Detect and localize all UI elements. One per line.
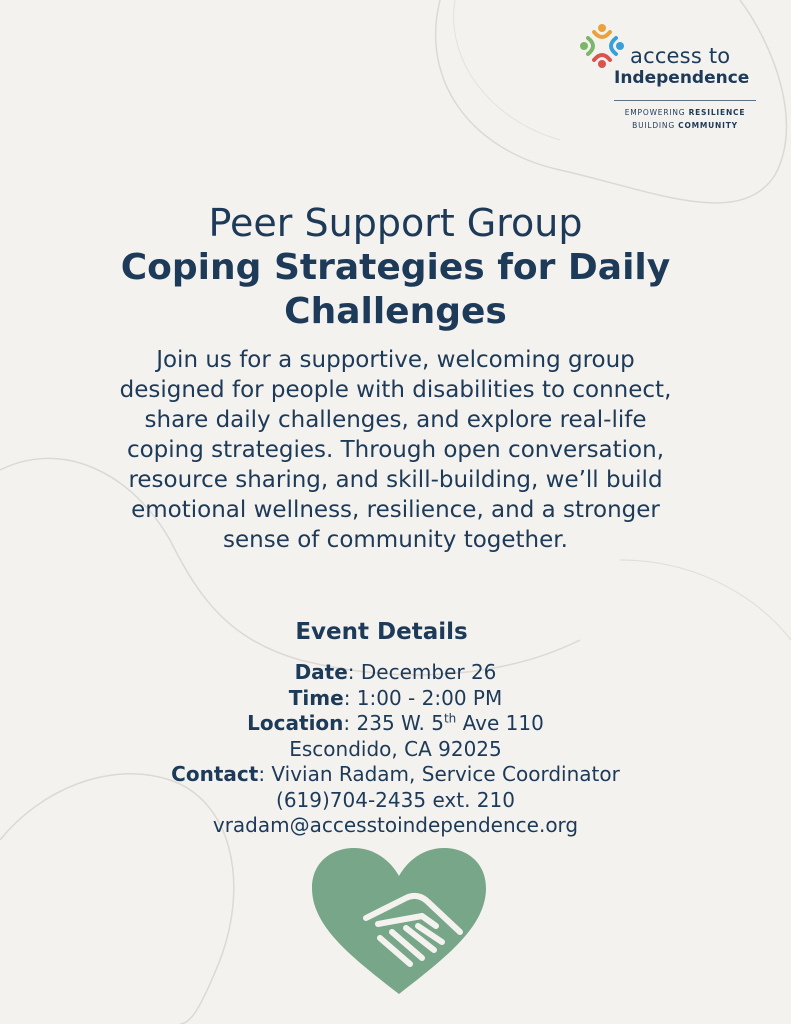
logo-tagline-1: EMPOWERING RESILIENCE [624,108,746,117]
event-details-heading: Event Details [295,619,468,645]
logo-tagline-2: BUILDING COMMUNITY [632,121,738,130]
page-title: Peer Support Group [208,201,583,245]
date-row: Date: December 26 [294,660,497,684]
people-circle-logo-icon [578,22,626,70]
organization-logo [574,20,764,140]
time-row: Time: 1:00 - 2:00 PM [288,685,503,710]
page-subtitle: Coping Strategies for Daily Challenges [120,247,671,332]
contact-phone: (619)704-2435 ext. 210 [276,787,515,812]
logo-divider [614,100,756,101]
heart-handshake-icon [310,846,488,996]
logo-text-access-to: access to [630,44,731,68]
contact-email: vradam@accesstoindependence.org [212,813,579,837]
location-row: Location: 235 W. 5th Ave 110 [247,711,544,735]
event-description: Join us for a supportive, welcoming group designed for people with disabilities to connect, share daily challenges, and explore real-life coping strategies. Through open conversation, resource sharing, and skill-building, we’ll build emotional wellness, resilience, and a stronger sense of community together. [119,347,672,553]
contact-row: Contact: Vivian Radam, Service Coordinator [171,762,620,786]
logo-text-independence: Independence [614,68,750,88]
event-details [0,660,791,839]
location-city-row: Escondido, CA 92025 [289,736,502,761]
